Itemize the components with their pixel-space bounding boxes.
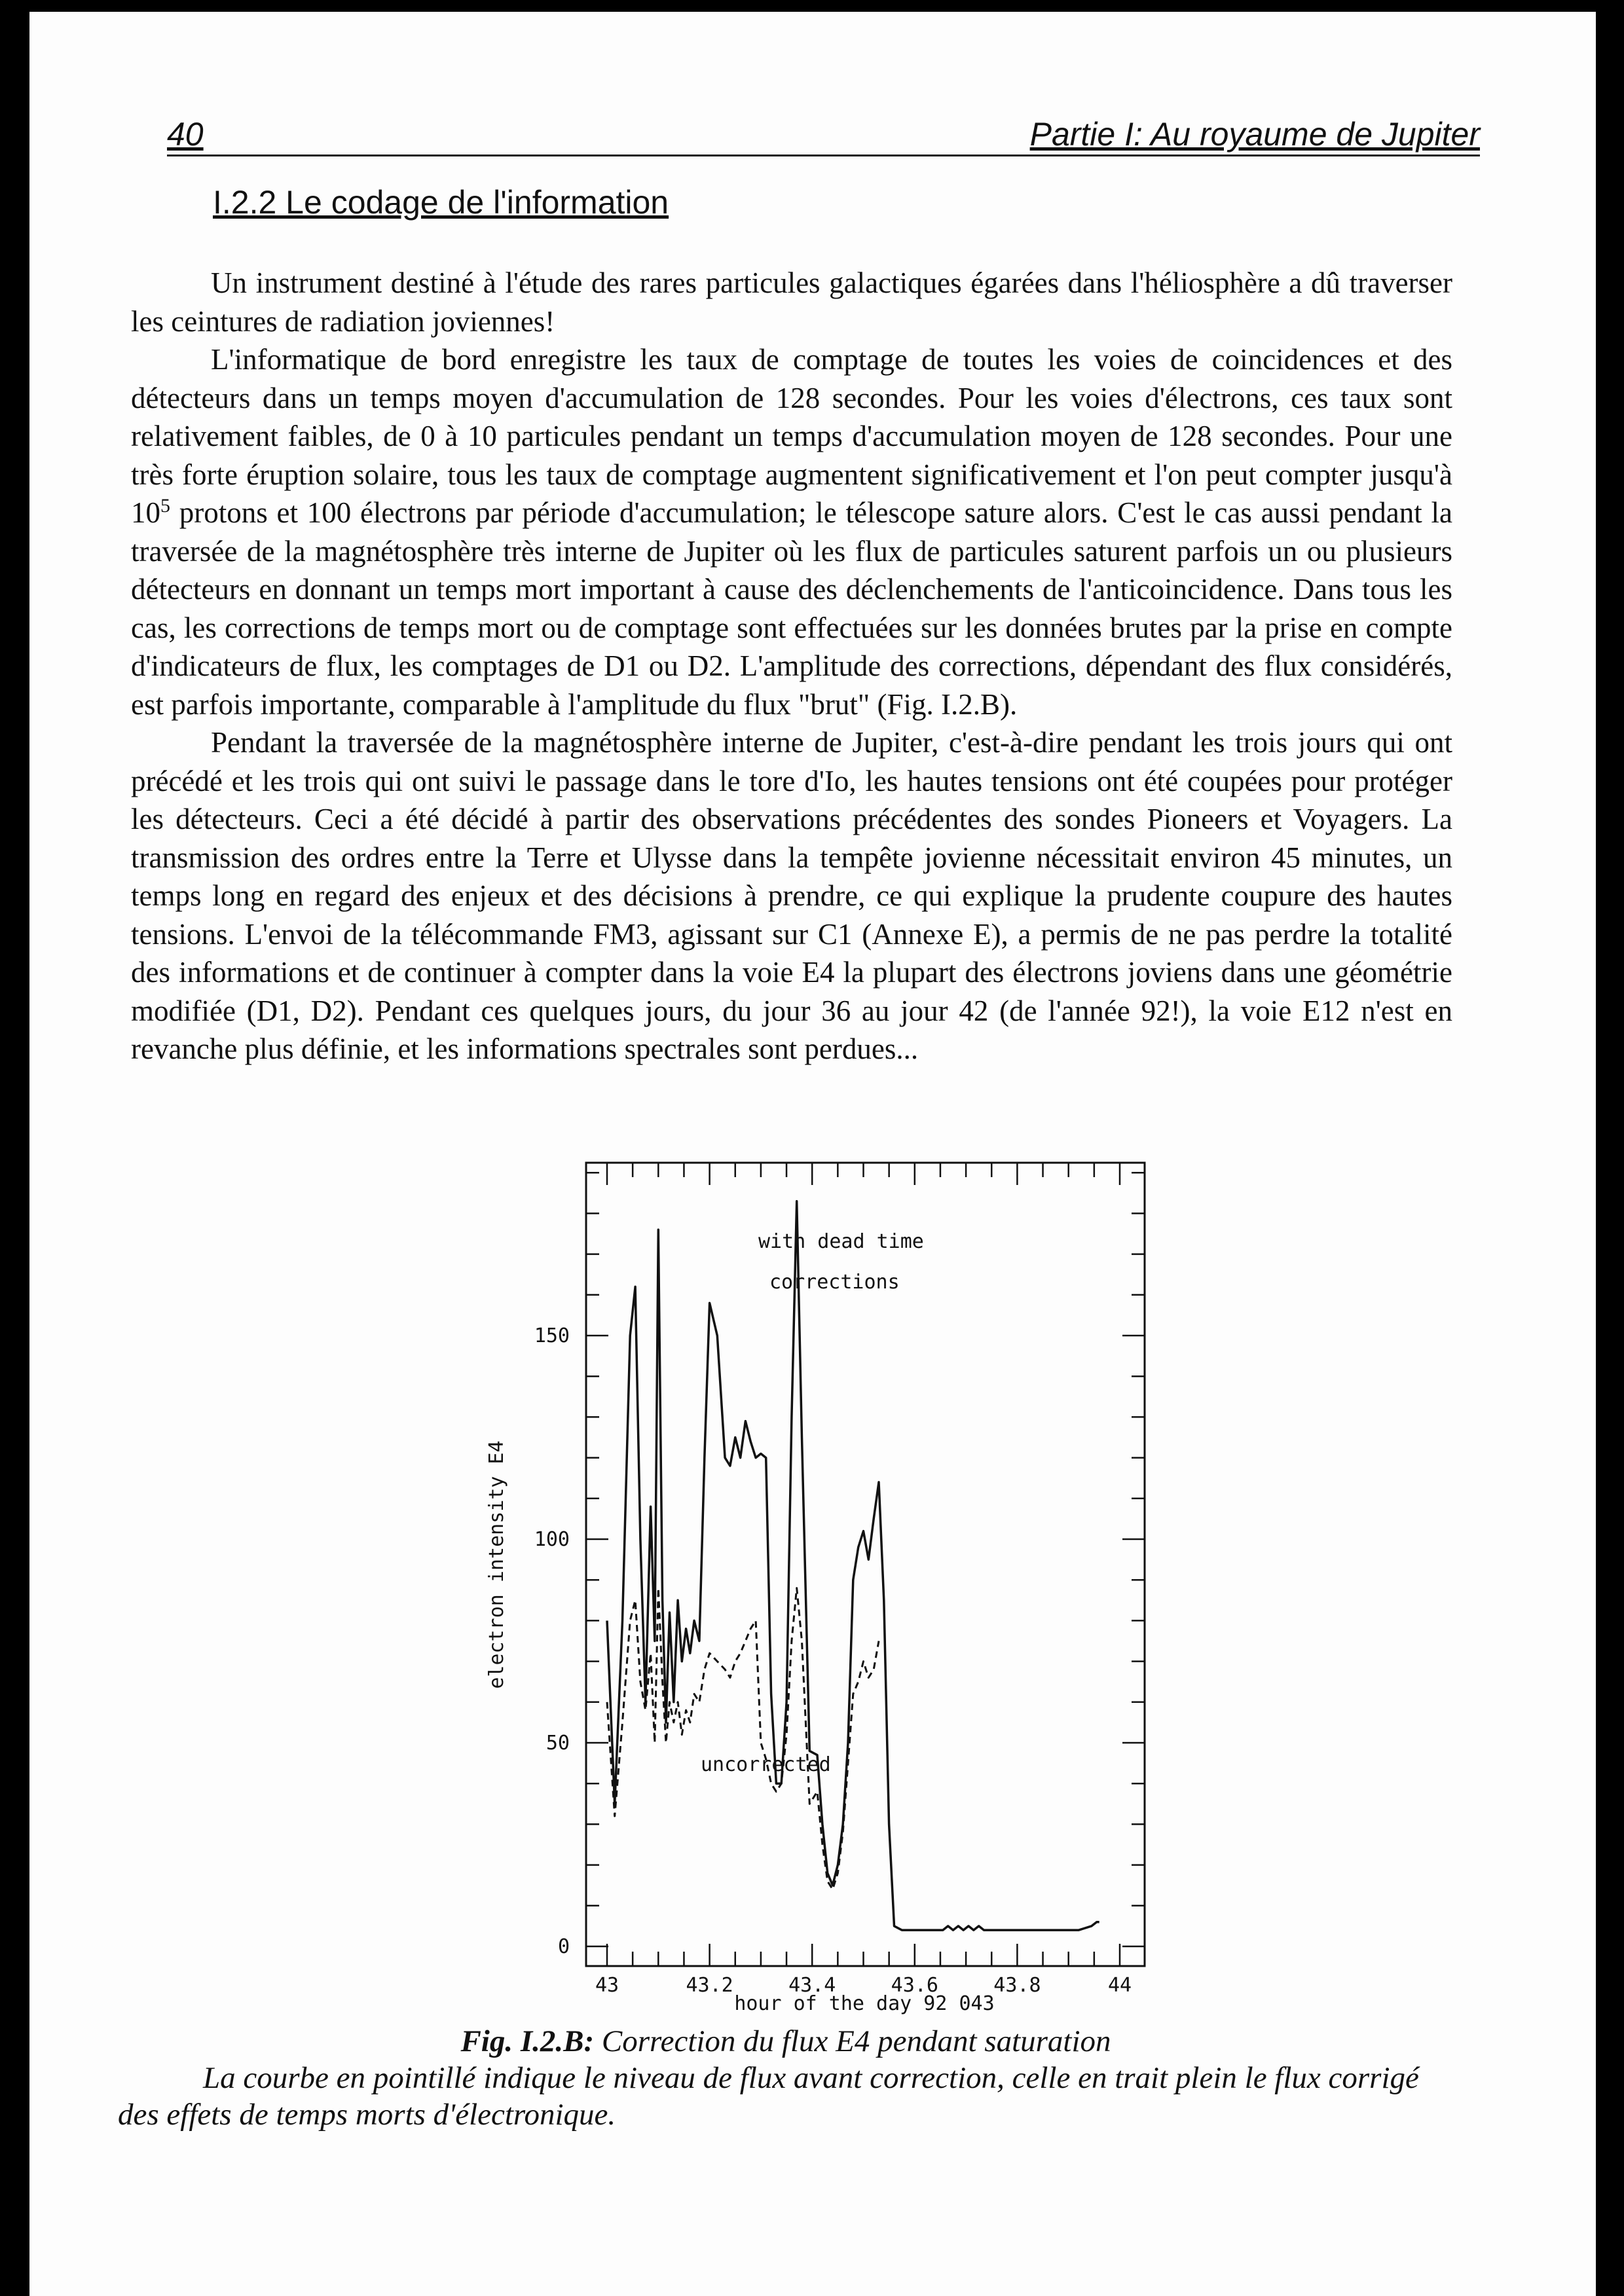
x-axis-label: hour of the day 92 043 — [734, 1992, 995, 2015]
figure-caption — [118, 2023, 1454, 2133]
y-tick-label: 0 — [557, 1935, 570, 1958]
paragraph-3: Pendant la traversée de la magnétosphère interne de Jupiter, c'est-à-dire pendant les trois jours qui ont précédé et les trois qui ont suivi le passage dans le tore d'Io, les hautes tensions ont été coupées pour protéger les détecteurs. Ceci a été décidé à partir des observations précédentes des sondes Pioneers et Voyagers. La transmission des ordres entre la Terre et Ulysse dans la tempête jovienne nécessitait environ 45 minutes, un temps long en regard des enjeux et des décisions à prendre, ce qui explique la prudente coupure des hautes tensions. L'envoi de la télécommande FM3, agissant sur C1 (Annexe E), a permis de ne pas perdre la totalité des informations et de continuer à compter dans la voie E4 la plupart des électrons joviens dans une géométrie modifiée (D1, D2). Pendant ces quelques jours, du jour 36 au jour 42 (de l'année 92!), la voie E12 n'est en revanche plus définie, et les informations spectrales sont perdues... — [131, 726, 1452, 1065]
x-tick-label: 43.4 — [788, 1974, 836, 1997]
annotation-uncorrected: uncorrected — [701, 1753, 831, 1776]
exponent: 5 — [160, 495, 170, 517]
y-tick-label: 100 — [534, 1528, 570, 1551]
page-number: 40 — [167, 116, 204, 153]
corrected-series-line — [607, 1201, 1099, 1930]
x-tick-label: 43 — [595, 1974, 619, 1997]
y-axis-label: electron intensity E4 — [485, 1440, 508, 1689]
paragraph-2 — [131, 340, 1452, 723]
annotation-with-dead-time: with dead time — [758, 1230, 924, 1253]
y-tick-label: 150 — [534, 1324, 570, 1347]
x-tick-label: 44 — [1107, 1974, 1132, 1997]
annotation-corrections: corrections — [769, 1271, 900, 1294]
axis-tick-labels — [534, 1324, 1132, 1997]
figure-title — [118, 2023, 1454, 2060]
paragraph-2-part-1: L'informatique de bord enregistre les taux de comptage de toutes les voies de coincidences et des détecteurs dans un temps moyen d'accumulation de 128 secondes. Pour les voies d'électrons, ces taux sont relativement faibles, de 0 à 10 particules pendant un temps d'accumulation moyen de 128 secondes. Pour une très forte éruption solaire, tous les taux de comptage augmentent significativement et l'on peut compter jusqu'à 10 — [131, 343, 1452, 529]
page-header — [167, 115, 1480, 156]
running-title: Partie I: Au royaume de Jupiter — [1029, 116, 1480, 153]
series-group — [607, 1201, 1099, 1930]
x-tick-label: 43.2 — [686, 1974, 733, 1997]
x-tick-label: 43.6 — [891, 1974, 938, 1997]
figure-description: La courbe en pointillé indique le niveau de flux avant correction, celle en trait plein le flux corrigé des effets de temps morts d'électronique. — [118, 2061, 1419, 2132]
y-tick-label: 50 — [545, 1732, 570, 1755]
figure-title-text: Correction du flux E4 pendant saturation — [594, 2024, 1111, 2058]
body-text — [131, 264, 1452, 1068]
electron-flux-chart — [478, 1152, 1159, 2016]
section-title: I.2.2 Le codage de l'information — [213, 184, 669, 221]
figure-label: Fig. I.2.B: — [460, 2024, 595, 2058]
paragraph-1: Un instrument destiné à l'étude des rares particules galactiques égarées dans l'héliosphère a dû traverser les ceintures de radiation joviennes! — [131, 266, 1452, 338]
x-tick-label: 43.8 — [993, 1974, 1041, 1997]
paragraph-2-part-2: protons et 100 électrons par période d'accumulation; le télescope sature alors. C'est le cas aussi pendant la traversée de la magnétosphère très interne de Jupiter où les flux de particules saturent parfois un ou plusieurs détecteurs en donnant un temps mort important à cause des déclenchements de l'anticoincidence. Dans tous les cas, les corrections de temps mort ou de comptage sont effectuées sur les données brutes par la prise en compte d'indicateurs de flux, les comptages de D1 ou D2. L'amplitude des corrections, dépendant des flux considérés, est parfois importante, comparable à l'amplitude du flux "brut" (Fig. I.2.B). — [131, 496, 1452, 721]
